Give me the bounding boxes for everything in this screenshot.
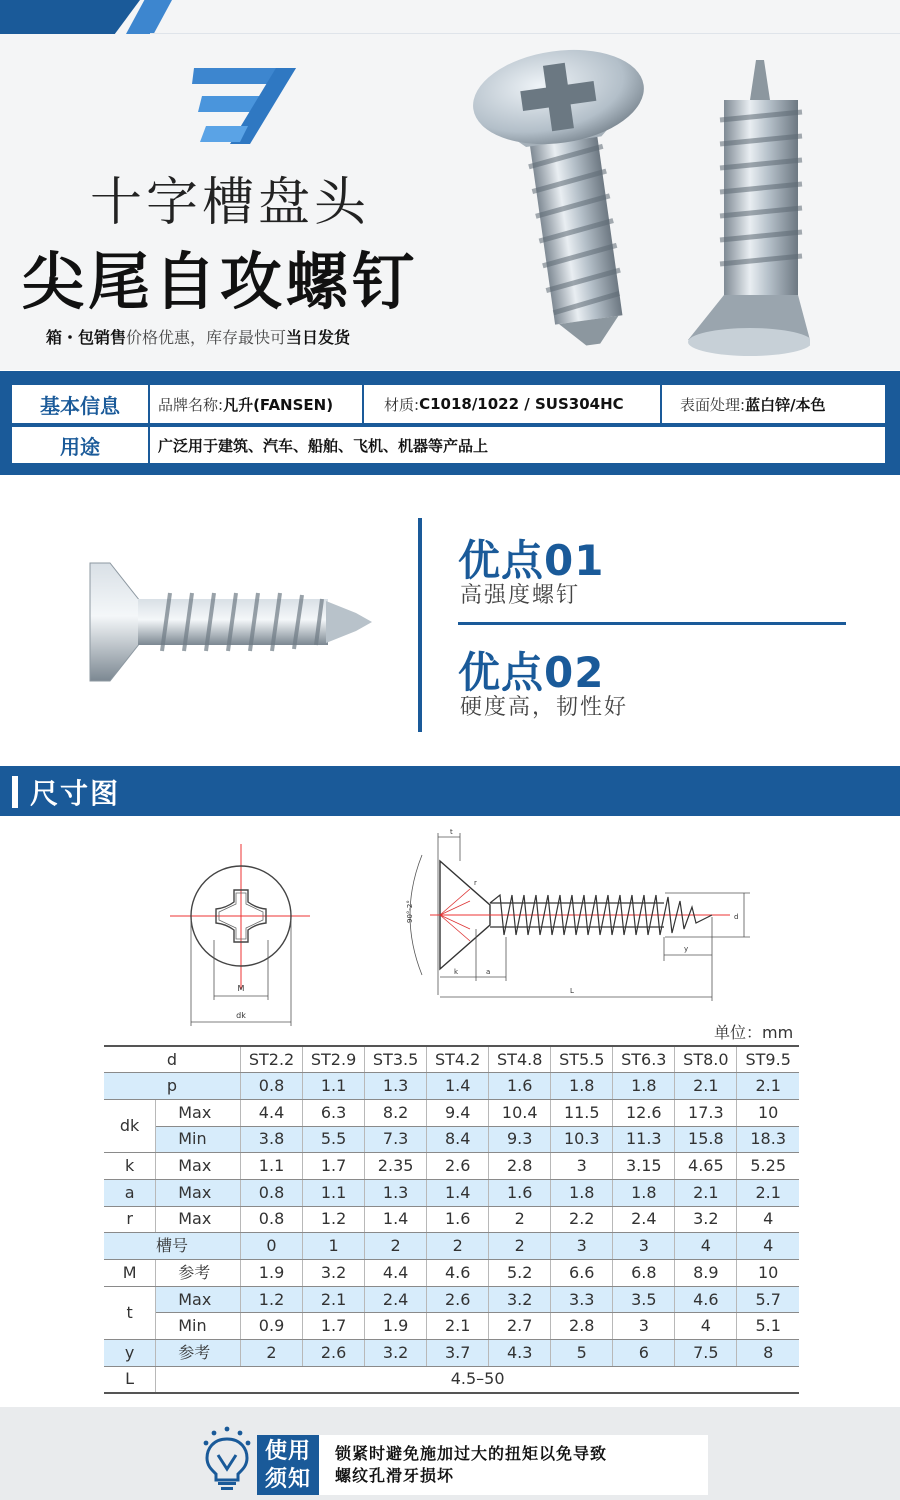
spec-cell: 2.6 [427,1153,489,1180]
spec-cell: 8.4 [427,1126,489,1153]
size-section-title: 尺寸图 [30,777,121,810]
spec-cell: ST8.0 [675,1046,737,1073]
spec-row-slot [104,1233,799,1260]
spec-cell: ST4.8 [489,1046,551,1073]
spec-cell: 5 [551,1340,613,1367]
brand-key: 品牌名称: [158,395,224,414]
spec-cell: ST2.2 [241,1046,303,1073]
spec-row-k [104,1153,799,1180]
spec-cell: 11.5 [551,1099,613,1126]
spec-cell: 2.1 [675,1073,737,1100]
spec-cell: 1.1 [303,1073,365,1100]
spec-cell: 1.6 [427,1206,489,1233]
spec-cell: ST6.3 [613,1046,675,1073]
spec-label-t: t [104,1286,156,1339]
product-title-line1: 十字槽盘头 [90,173,371,233]
spec-table [104,1045,799,1394]
spec-cell: 1.6 [489,1179,551,1206]
lightbulb-icon [200,1425,254,1491]
spec-label-p: p [104,1073,241,1100]
slogan-bold-packaging: 箱・包销售 [46,328,127,347]
label-r: r [474,879,477,887]
spec-sublabel: Max [156,1099,241,1126]
surface-value: 蓝白锌/本色 [745,395,826,414]
spec-cell: 4.3 [489,1340,551,1367]
material-value: C1018/1022 / SUS304HC [419,395,624,413]
usage-value: 广泛用于建筑、汽车、船舶、飞机、机器等产品上 [158,436,489,455]
label-d: d [734,913,739,921]
notice-line2: 螺纹孔滑牙损坏 [335,1466,455,1485]
advantage-2-title: 优点02 [458,648,605,697]
spec-cell: 2 [241,1340,303,1367]
side-view-diagram [400,825,760,1010]
spec-cell: 18.3 [737,1126,799,1153]
brand-value: 凡升(FANSEN) [223,395,334,414]
spec-cell: 6.6 [551,1260,613,1287]
spec-cell: 2.7 [489,1313,551,1340]
spec-label-M: M [104,1260,156,1287]
spec-cell: 10 [737,1260,799,1287]
label-M: M [237,984,245,993]
spec-cell: 1.7 [303,1313,365,1340]
spec-row-M [104,1260,799,1287]
spec-cell: ST3.5 [365,1046,427,1073]
spec-cell: 1.4 [365,1206,427,1233]
spec-cell: 1.7 [303,1153,365,1180]
spec-sublabel: Max [156,1153,241,1180]
spec-cell: 4.6 [675,1286,737,1313]
spec-cell: 4.4 [241,1099,303,1126]
spec-cell: 11.3 [613,1126,675,1153]
spec-cell: 2.1 [737,1073,799,1100]
spec-cell: 4.4 [365,1260,427,1287]
advantage-divider [418,518,422,732]
spec-cell: 5.25 [737,1153,799,1180]
spec-label-r: r [104,1206,156,1233]
spec-cell: 1.8 [613,1073,675,1100]
spec-cell: 10.3 [551,1126,613,1153]
spec-cell: 10 [737,1099,799,1126]
spec-cell: 5.2 [489,1260,551,1287]
label-y: y [684,945,689,953]
spec-cell: 3.2 [365,1340,427,1367]
material-cell [364,385,662,423]
spec-cell: ST4.2 [427,1046,489,1073]
surface-cell [662,385,885,423]
spec-cell: 0.8 [241,1073,303,1100]
spec-sublabel: 参考 [156,1260,241,1287]
spec-cell: 4.6 [427,1260,489,1287]
spec-cell: 8.9 [675,1260,737,1287]
product-title-line2: 尖尾自攻螺钉 [22,245,419,318]
spec-cell: 5.5 [303,1126,365,1153]
spec-row-d [104,1046,799,1073]
spec-cell: 6 [613,1340,675,1367]
spec-cell: 6.8 [613,1260,675,1287]
spec-cell: 1.1 [241,1153,303,1180]
spec-cell: 1.3 [365,1073,427,1100]
slogan-bold-shipping: 当日发货 [286,328,351,347]
spec-cell: 1.3 [365,1179,427,1206]
spec-cell: 3.15 [613,1153,675,1180]
spec-row-t-max [104,1286,799,1313]
spec-label-L: L [104,1366,156,1393]
spec-sublabel: 参考 [156,1340,241,1367]
spec-row-dk-max [104,1099,799,1126]
spec-cell: ST9.5 [737,1046,799,1073]
spec-cell: 3.2 [489,1286,551,1313]
spec-cell: 10.4 [489,1099,551,1126]
spec-row-t-min [104,1313,799,1340]
spec-cell: 2.8 [551,1313,613,1340]
notice-line1: 锁紧时避免施加过大的扭矩以免导致 [335,1444,608,1463]
spec-cell: 12.6 [613,1099,675,1126]
spec-cell: 3.3 [551,1286,613,1313]
label-dk: dk [236,1011,246,1020]
spec-sublabel: Max [156,1286,241,1313]
material-key: 材质: [384,395,420,414]
spec-row-y [104,1340,799,1367]
label-angle: 90°-2° [406,900,414,923]
spec-cell: 0 [241,1233,303,1260]
spec-cell: 2 [489,1233,551,1260]
spec-label-y: y [104,1340,156,1367]
spec-cell: 2.1 [675,1179,737,1206]
advantage-2-text: 硬度高，韧性好 [460,695,629,720]
spec-cell: 4 [737,1233,799,1260]
spec-cell: 3.7 [427,1340,489,1367]
top-divider [150,33,900,34]
info-row-basic [12,385,885,423]
spec-sublabel: Min [156,1126,241,1153]
spec-cell: 7.5 [675,1340,737,1367]
spec-cell: 1.8 [551,1073,613,1100]
spec-cell: 4 [675,1233,737,1260]
usage-value-cell [150,427,885,463]
spec-cell: 0.8 [241,1179,303,1206]
spec-cell: 7.3 [365,1126,427,1153]
spec-label-a: a [104,1179,156,1206]
spec-cell: 9.3 [489,1126,551,1153]
spec-label-k: k [104,1153,156,1180]
spec-row-a [104,1179,799,1206]
spec-label-dk: dk [104,1099,156,1152]
spec-row-L [104,1366,799,1393]
spec-cell: 1.9 [365,1313,427,1340]
spec-cell: 3.2 [675,1206,737,1233]
label-a: a [486,968,491,976]
spec-label-slot: 槽号 [104,1233,241,1260]
spec-cell: 2.1 [737,1179,799,1206]
spec-cell: 5.1 [737,1313,799,1340]
spec-cell: 6.3 [303,1099,365,1126]
spec-cell: 3.5 [613,1286,675,1313]
spec-cell: 2 [427,1233,489,1260]
spec-cell: 3 [551,1153,613,1180]
basic-info-label: 基本信息 [12,385,150,423]
spec-sublabel: Max [156,1179,241,1206]
spec-sublabel: Min [156,1313,241,1340]
spec-cell: 2.1 [303,1286,365,1313]
spec-cell: 4 [675,1313,737,1340]
spec-cell: 1.9 [241,1260,303,1287]
notice-text [319,1435,708,1495]
slogan-middle: 价格优惠，库存最快可 [126,328,287,347]
spec-cell: 17.3 [675,1099,737,1126]
spec-label-d: d [104,1046,241,1073]
spec-cell: 1.4 [427,1179,489,1206]
spec-cell: 2.35 [365,1153,427,1180]
info-row-usage [12,427,885,463]
spec-cell: 8.2 [365,1099,427,1126]
spec-cell: 1.1 [303,1179,365,1206]
spec-cell: ST5.5 [551,1046,613,1073]
surface-key: 表面处理: [680,395,746,414]
size-header-accent [12,776,18,808]
usage-notice [0,1407,900,1500]
spec-cell: 3 [551,1233,613,1260]
spec-cell: 15.8 [675,1126,737,1153]
size-section-header [0,766,900,816]
advantage-screw-photo [80,555,380,690]
advantage-1-text: 高强度螺钉 [460,583,581,608]
spec-cell: 1.8 [613,1179,675,1206]
unit-label: 单位：mm [714,1023,794,1042]
spec-cell: 2.8 [489,1153,551,1180]
spec-cell: 1.4 [427,1073,489,1100]
spec-cell: 0.9 [241,1313,303,1340]
label-k: k [454,968,459,976]
spec-cell: 1.6 [489,1073,551,1100]
spec-cell: 4 [737,1206,799,1233]
label-L: L [570,987,574,995]
spec-cell: 3.2 [303,1260,365,1287]
spec-cell: 2.2 [551,1206,613,1233]
notice-badge-line2: 须知 [264,1467,311,1492]
advantage-1-title: 优点01 [458,536,605,585]
spec-row-dk-min [104,1126,799,1153]
spec-cell: 3.8 [241,1126,303,1153]
spec-cell: 1.2 [241,1286,303,1313]
hero-banner [0,0,900,370]
usage-label: 用途 [12,427,150,463]
label-t: t [450,828,453,836]
spec-cell: 2.6 [303,1340,365,1367]
notice-badge [257,1435,319,1495]
brand-logo-icon [190,66,300,148]
advantage-separator [458,622,846,625]
spec-row-r [104,1206,799,1233]
spec-cell: 3 [613,1233,675,1260]
notice-badge-line1: 使用 [264,1439,311,1464]
spec-cell: 0.8 [241,1206,303,1233]
spec-cell: 1 [303,1233,365,1260]
spec-cell: 1.8 [551,1179,613,1206]
spec-cell: 2.4 [365,1286,427,1313]
spec-row-p [104,1073,799,1100]
sales-slogan [46,325,350,348]
spec-cell: 9.4 [427,1099,489,1126]
spec-cell: 2.6 [427,1286,489,1313]
spec-cell: 3 [613,1313,675,1340]
spec-cell: 5.7 [737,1286,799,1313]
spec-cell: 2.1 [427,1313,489,1340]
spec-cell: 2 [489,1206,551,1233]
spec-cell: 2 [365,1233,427,1260]
spec-cell: 1.2 [303,1206,365,1233]
spec-cell-L-range: 4.5–50 [156,1366,799,1393]
spec-cell: 8 [737,1340,799,1367]
hero-screw-photo [470,40,810,360]
spec-sublabel: Max [156,1206,241,1233]
basic-info-panel [0,371,900,475]
spec-cell: ST2.9 [303,1046,365,1073]
spec-cell: 2.4 [613,1206,675,1233]
spec-cell: 4.65 [675,1153,737,1180]
head-top-view-diagram [170,830,310,1030]
brand-cell [150,385,364,423]
